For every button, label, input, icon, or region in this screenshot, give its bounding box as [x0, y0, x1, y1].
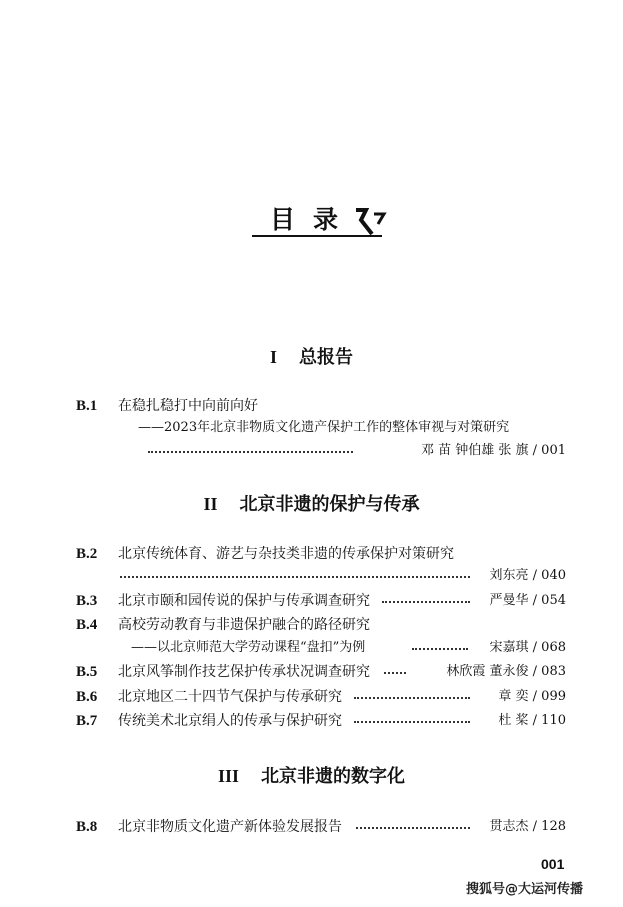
entry-author-page: 贯志杰 / 128	[489, 819, 566, 834]
entry-author-page: 邓 苗 钟伯雄 张 旗 / 001	[420, 443, 566, 458]
entry-title: 在稳扎稳打中向前向好	[118, 398, 258, 414]
watermark: 搜狐号@大运河传播	[466, 882, 584, 897]
leader-dots	[354, 718, 470, 723]
title-ornament-icon	[354, 206, 388, 236]
entry-title: 北京传统体育、游艺与杂技类非遗的传承保护对策研究	[118, 546, 454, 562]
entry-subtitle: ——以北京师范大学劳动课程“盘扣”为例	[131, 640, 366, 655]
title-underline	[252, 235, 382, 237]
entry-code: B.8	[76, 819, 98, 835]
page-number: 001	[541, 856, 565, 872]
entry-code: B.6	[76, 689, 98, 705]
entry-code: B.2	[76, 546, 98, 562]
entry-author-page: 宋嘉琪 / 068	[489, 640, 566, 655]
leader-dots	[356, 824, 470, 829]
entry-author-page: 严曼华 / 054	[489, 593, 566, 608]
leader-dots	[382, 598, 470, 603]
leader-dots	[354, 694, 470, 699]
entry-title: 传统美术北京绢人的传承与保护研究	[118, 713, 342, 729]
page-title: 目录	[270, 205, 357, 234]
entry-author-page: 杜 桨 / 110	[498, 713, 566, 728]
part-heading-3: III 北京非遗的数字化	[217, 766, 405, 787]
entry-title: 高校劳动教育与非遗保护融合的路径研究	[118, 617, 370, 633]
leader-dots	[120, 573, 470, 578]
entry-author-page: 章 奕 / 099	[498, 689, 566, 704]
leader-dots	[384, 669, 406, 674]
entry-author-page: 林欣霞 董永俊 / 083	[446, 664, 566, 679]
entry-title: 北京风筝制作技艺保护传承状况调查研究	[118, 664, 370, 680]
entry-code: B.7	[76, 713, 98, 729]
entry-code: B.1	[76, 398, 98, 414]
entry-code: B.5	[76, 664, 98, 680]
entry-subtitle: ——2023年北京非物质文化遗产保护工作的整体审视与对策研究	[138, 420, 510, 435]
entry-title: 北京非物质文化遗产新体验发展报告	[118, 819, 342, 835]
leader-dots	[148, 448, 353, 453]
entry-code: B.3	[76, 593, 98, 609]
entry-author-page: 刘东亮 / 040	[489, 568, 566, 583]
entry-title: 北京地区二十四节气保护与传承研究	[118, 689, 342, 705]
entry-title: 北京市颐和园传说的保护与传承调查研究	[118, 593, 370, 609]
leader-dots	[412, 645, 468, 650]
entry-code: B.4	[76, 617, 98, 633]
part-heading-1: I 总报告	[269, 347, 353, 368]
part-heading-2: II 北京非遗的保护与传承	[203, 494, 420, 515]
